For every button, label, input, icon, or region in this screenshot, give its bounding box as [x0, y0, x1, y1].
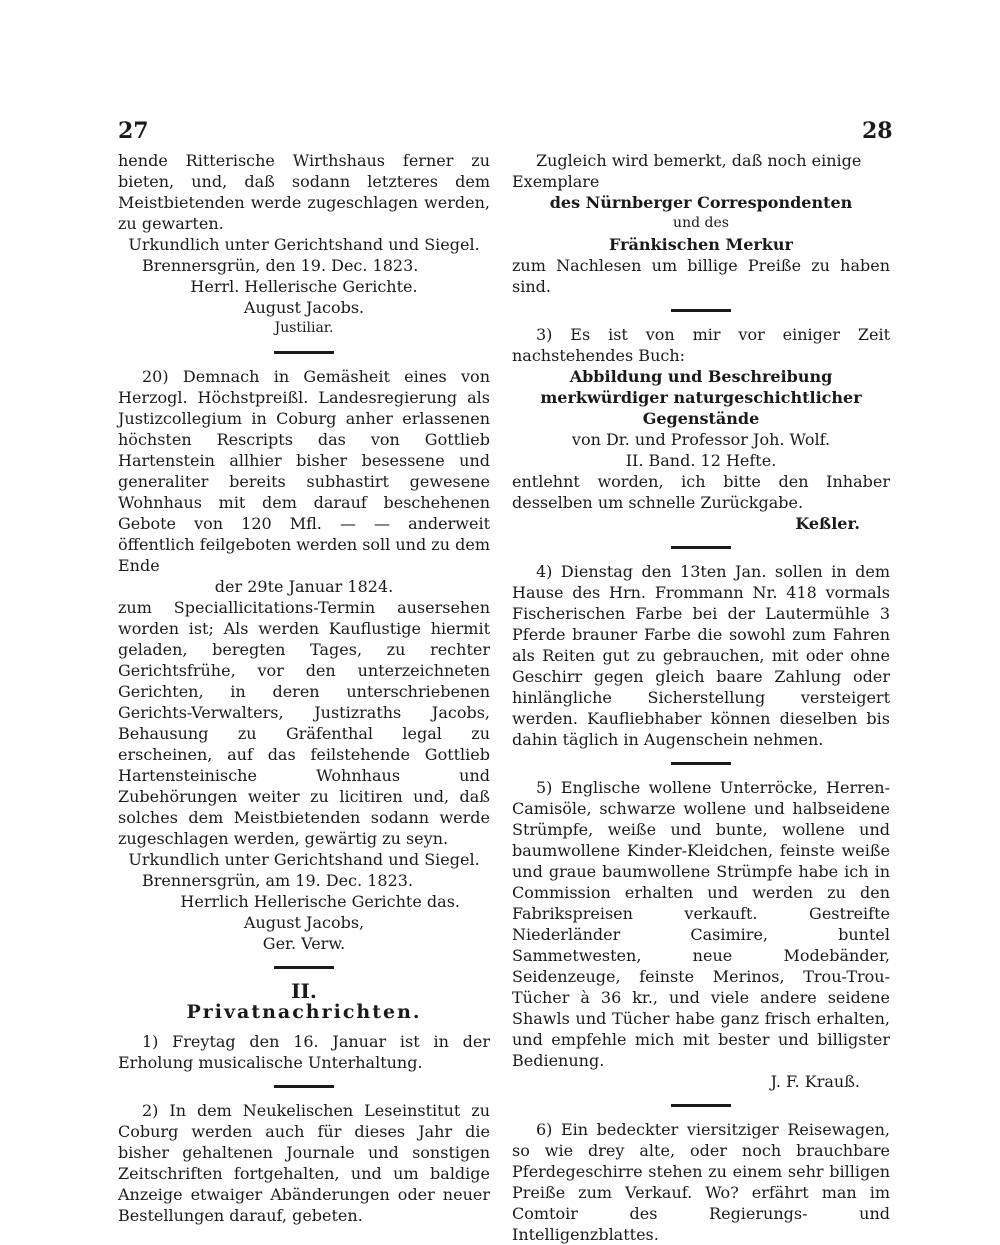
book-title: Abbildung und Beschreibung merkwürdiger naturgeschichtlicher Gegenstände: [540, 367, 862, 428]
notice-2-text: 2) In dem Neukelischen Leseinstitut zu Coburg werden auch für dieses Jahr die bisher gehaltenen Journale und sonstigen Zeitschriften fortgehalten, und um baldige Anzeige etwaiger Abänderungen oder neuer Bestellungen darauf, gebeten.: [118, 1101, 490, 1225]
newspaper-title-2: Fränkischen Merkur: [609, 235, 793, 254]
notice-top-line1: Zugleich wird bemerkt, daß noch einige Exemplare: [512, 151, 862, 191]
notice-20-text-continued: zum Speciallicitations-Termin ausersehen worden ist; Als werden Kauflustige hiermit geladen, beregten Tages, zu rechter Gerichtsfrühe, vor den unterzeichneten Gerichten, in deren unterschriebenen Gerichts-Verwalters, Justizraths Jacobs, Behausung zu Gräfenthal legal zu erscheinen, auf das feilstehende Gottlieb Hartensteinische Wohnhaus und Zubehörungen weiter zu licitiren und, daß solches dem Meistbietenden sodann werde zugeschlagen werden, gewärtig zu seyn.: [118, 598, 490, 848]
notice-3-text: entlehnt worden, ich bitte den Inhaber desselben um schnelle Zurückgabe.: [512, 472, 890, 512]
newspaper-title-1: des Nürnberger Correspondenten: [549, 193, 853, 212]
notice-5-text: 5) Englische wollene Unterröcke, Herren-Camisöle, schwarze wollene und halbseidene Strümpfe, weiße und bunte, wollene und baumwollene Kinder-Kleidchen, feinste weiße und graue baumwollene Strümpfe habe ich in Commission erhalten und werden zu den Fabrikspreisen verkauft. Gestreifte Niederländer Casimire, buntel Sammetwesten, neue Modebänder, Seidenzeuge, feinste Merinos, Trou-Trou-Tücher à 36 kr., und viele andere seidene Shawls und Tücher habe ganz frisch erhalten, und empfehle mich mit bester und billigster Bedienung.: [512, 778, 890, 1070]
divider: [671, 309, 731, 312]
book-volume: II. Band. 12 Hefte.: [625, 451, 777, 470]
notice-20-text: 20) Demnach in Gemäsheit eines von Herzogl. Höchstpreißl. Landesregierung als Justizcollegium in Coburg anher erlassenen höchsten Rescripts das von Gottlieb Hartenstein allhier bisher besessene und generaliter bereits subhastirt gewesene Wohnhaus mit dem darauf beschehenen Gebote von 120 Mfl. — — anderweit öffentlich feilgeboten werden soll und zu dem Ende: [118, 367, 491, 575]
notice-20-role: Ger. Verw.: [262, 934, 346, 953]
notice-4-text: 4) Dienstag den 13ten Jan. sollen in dem Hause des Hrn. Frommann Nr. 418 vormals Fischerischen Farbe bei der Lautermühle 3 Pferde brauner Farbe die sowohl zum Fahren als Reiten gut zu gebrauchen, mit oder ohne Geschirr gegen gleich baare Zahlung oder hinlängliche Sicherstellung versteigert werden. Kaufliebhaber können dieselben bis dahin täglich in Augenschein nehmen.: [512, 562, 890, 749]
divider: [671, 1104, 731, 1107]
divider: [671, 762, 731, 765]
notice-20-date: der 29te Januar 1824.: [214, 577, 394, 596]
divider: [274, 351, 334, 354]
continued-notice-text: hende Ritterische Wirthshaus ferner zu bieten, und, daß sodann letzteres dem Meistbietenden werde zugeschlagen werden, zu gewarten.: [118, 151, 490, 233]
notice-1-text: 1) Freytag den 16. Januar ist in der Erholung musicalische Unterhaltung.: [118, 1032, 490, 1072]
notice-5-signature: J. F. Krauß.: [770, 1072, 860, 1091]
notice-3-intro: 3) Es ist von mir vor einiger Zeit nachstehendes Buch:: [512, 325, 890, 365]
divider: [671, 546, 731, 549]
divider: [274, 1085, 334, 1088]
divider: [274, 966, 334, 969]
attestation: Urkundlich unter Gerichtshand und Siegel.: [128, 235, 480, 254]
place-date: Brennersgrün, den 19. Dec. 1823.: [142, 256, 419, 275]
notice-6-text: 6) Ein bedeckter viersitziger Reisewagen, so wie drey alte, oder noch brauchbare Pferdegeschirre stehen zu einem sehr billigen Preiße zum Verkauf. Wo? erfährt man im Comtoir des Regierungs- und Intelligenzblattes.: [512, 1120, 890, 1244]
notice-20-attestation: Urkundlich unter Gerichtshand und Siegel.: [128, 850, 480, 869]
section-title: Privatnachrichten.: [186, 1001, 422, 1023]
signatory-name: August Jacobs.: [243, 298, 365, 317]
court-name: Herrl. Hellerische Gerichte.: [190, 277, 418, 296]
page-number-left: 27: [118, 118, 149, 144]
left-column: [118, 150, 490, 1226]
notice-20-court: Herrlich Hellerische Gerichte das.: [180, 892, 460, 911]
signatory-role: Justiliar.: [274, 320, 334, 336]
page-number-right: 28: [862, 118, 893, 144]
notice-top-line5: zum Nachlesen um billige Preiße zu haben sind.: [512, 256, 890, 296]
right-column: [512, 150, 890, 1245]
notice-20-place-date: Brennersgrün, am 19. Dec. 1823.: [142, 871, 414, 890]
notice-20-name: August Jacobs,: [243, 913, 365, 932]
notice-3-signature: Keßler.: [795, 514, 860, 533]
book-author: von Dr. und Professor Joh. Wolf.: [571, 430, 831, 449]
section-number: II.: [291, 979, 317, 1003]
conjunction: und des: [673, 215, 729, 231]
